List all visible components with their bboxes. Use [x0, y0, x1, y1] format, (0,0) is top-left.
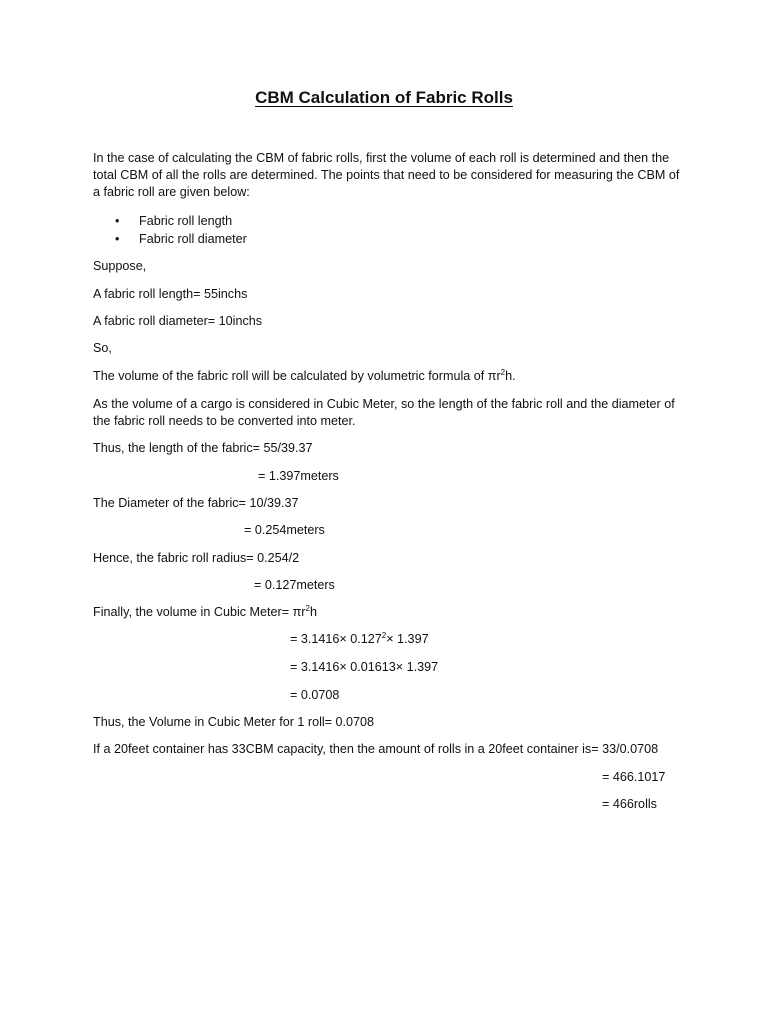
formula-intro-main: The volume of the fabric roll will be calculated by volumetric formula of πr [93, 369, 501, 383]
conversion-note-text: As the volume of a cargo is considered in Cubic Meter, so the length of the fabric roll and the diameter of the fabric roll needs to be converted into meter. [93, 397, 675, 428]
list-item [93, 230, 247, 248]
formula-intro-exponent: 2 [500, 367, 506, 377]
volume-step-1-end: × 1.397 [386, 632, 429, 646]
radius-result-text: = 0.127meters [254, 578, 335, 592]
length-given-text: A fabric roll length= 55inchs [93, 287, 248, 301]
document-title: CBM Calculation of Fabric Rolls [255, 88, 513, 107]
bullet-icon: • [115, 232, 120, 246]
volume-step-2-text: = 3.1416× 0.01613× 1.397 [290, 660, 439, 674]
intro-paragraph: In the case of calculating the CBM of fabric rolls, first the volume of each roll is determined and then the total CBM of all the rolls are determined. The points that need to be considered for measuring the CBM of a fabric roll are given below: [93, 151, 680, 199]
so-text: So, [93, 341, 112, 355]
considerations-list [93, 212, 247, 248]
volume-step-3-text: = 0.0708 [290, 688, 340, 702]
diameter-given-text: A fabric roll diameter= 10inchs [93, 314, 263, 328]
diameter-calc-text: The Diameter of the fabric= 10/39.37 [93, 496, 299, 510]
suppose-text: Suppose, [93, 259, 147, 273]
list-item-label: Fabric roll diameter [139, 232, 247, 246]
volume-formula-main: Finally, the volume in Cubic Meter= πr [93, 605, 306, 619]
radius-calc-text: Hence, the fabric roll radius= 0.254/2 [93, 551, 300, 565]
bullet-icon: • [115, 214, 120, 228]
volume-step-1-text [290, 631, 429, 648]
volume-formula-text [93, 604, 317, 621]
length-result-text: = 1.397meters [258, 469, 339, 483]
container-result-2-text: = 466rolls [602, 797, 657, 811]
formula-intro-end: h. [505, 369, 516, 383]
volume-formula-exponent: 2 [305, 603, 310, 613]
volume-step-1-exponent: 2 [381, 630, 387, 640]
container-calc-text: If a 20feet container has 33CBM capacity, then the amount of rolls in a 20feet container is= 33/0.0708 [93, 742, 659, 756]
list-item [93, 212, 247, 230]
diameter-result-text: = 0.254meters [244, 523, 325, 537]
container-result-1-text: = 466.1017 [602, 770, 666, 784]
list-item-label: Fabric roll length [139, 214, 233, 228]
volume-formula-end: h [309, 605, 317, 619]
formula-intro-text [93, 368, 516, 385]
volume-summary-text: Thus, the Volume in Cubic Meter for 1 roll= 0.0708 [93, 715, 375, 729]
length-calc-text: Thus, the length of the fabric= 55/39.37 [93, 441, 313, 455]
volume-step-1-main: = 3.1416× 0.127 [290, 632, 382, 646]
